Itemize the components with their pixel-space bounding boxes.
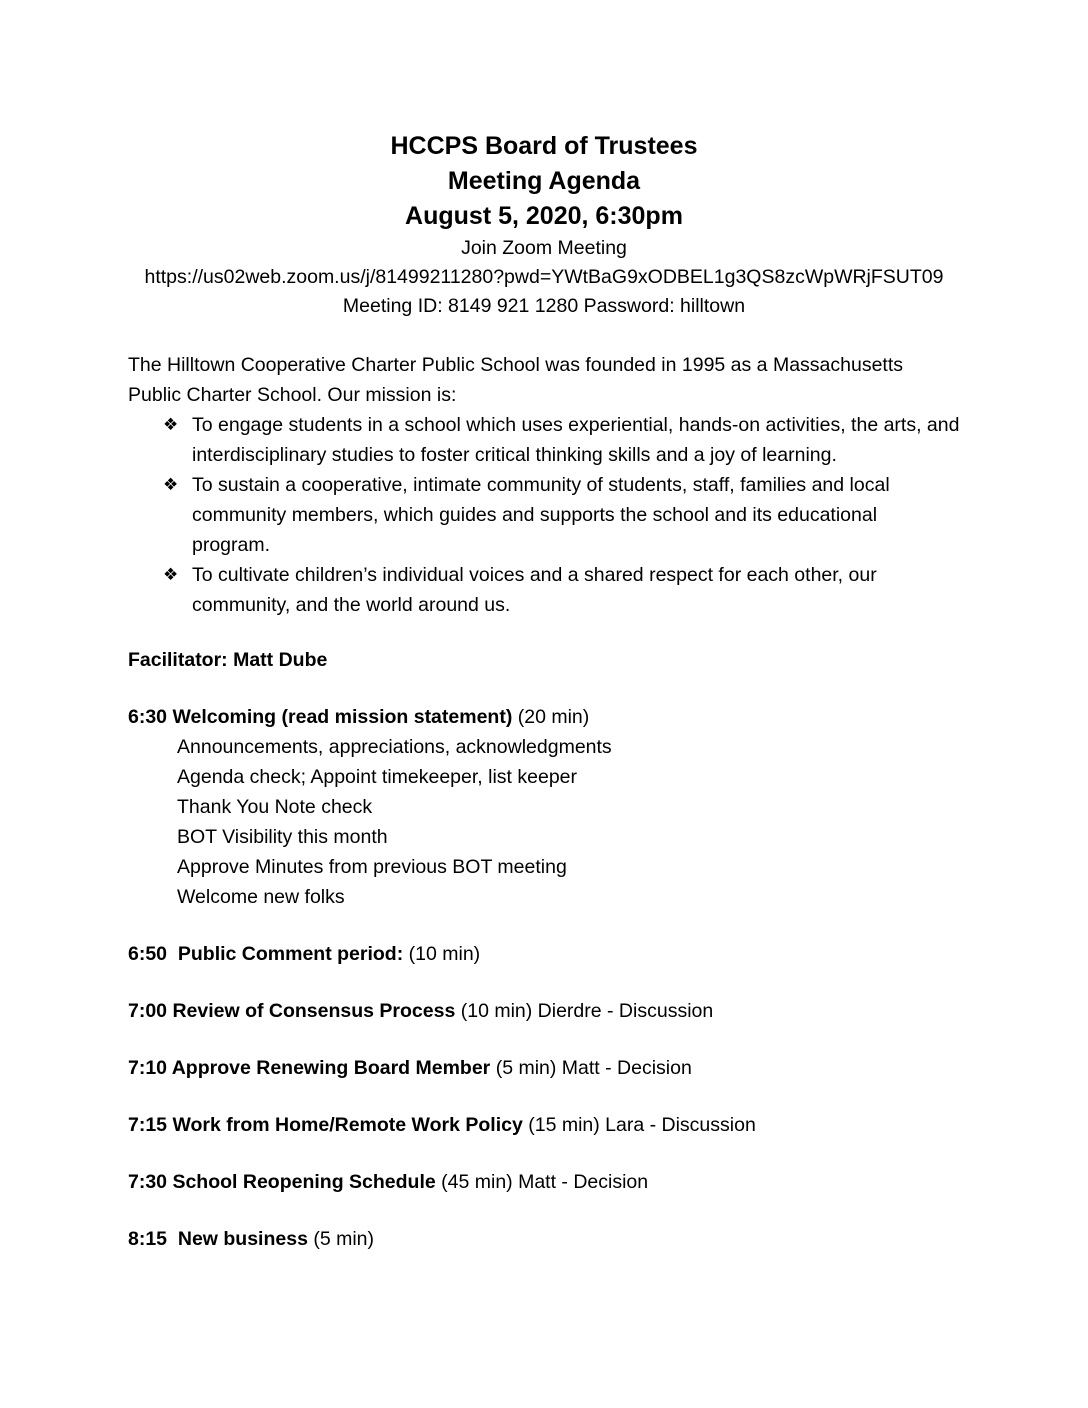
agenda-item-public-comment xyxy=(128,940,960,969)
agenda-detail: (10 min) Dierdre - Discussion xyxy=(455,1000,714,1022)
mission-bullet-item xyxy=(128,410,960,470)
agenda-sub-item: Welcome new folks xyxy=(177,886,345,908)
agenda-sub-item: BOT Visibility this month xyxy=(177,826,388,848)
agenda-time-title: 7:15 Work from Home/Remote Work Policy xyxy=(128,1114,523,1136)
mission-list xyxy=(128,410,960,620)
mission-bullet-text: To cultivate children’s individual voices and a shared respect for each other, our community, and the world around us. xyxy=(192,564,877,616)
agenda-sub-item: Thank You Note check xyxy=(177,796,373,818)
agenda-item-remote-work-policy xyxy=(128,1111,960,1140)
agenda-sub-item: Announcements, appreciations, acknowledgments xyxy=(177,736,612,758)
agenda-line xyxy=(128,1168,960,1197)
agenda-detail: (20 min) xyxy=(512,706,590,728)
diamond-bullet-icon: ❖ xyxy=(163,415,179,434)
agenda-item-school-reopening xyxy=(128,1168,960,1197)
mission-bullet-item xyxy=(128,560,960,620)
doc-title-datetime: August 5, 2020, 6:30pm xyxy=(405,202,683,230)
agenda-detail: (5 min) xyxy=(307,1228,375,1250)
mission-bullet-text: To sustain a cooperative, intimate community of students, staff, families and local community members, which guides and supports the school and its educational program. xyxy=(192,474,890,556)
agenda-item-welcoming xyxy=(128,703,960,912)
agenda-item-renewing-board-member xyxy=(128,1054,960,1083)
agenda-item-consensus-process xyxy=(128,997,960,1026)
agenda-detail: (5 min) Matt - Decision xyxy=(490,1057,692,1079)
mission-bullet-text: To engage students in a school which uses experiential, hands-on activities, the arts, and interdisciplinary studies to foster critical thinking skills and a joy of learning. xyxy=(192,414,960,466)
facilitator-line: Facilitator: Matt Dube xyxy=(128,649,328,671)
doc-title-org: HCCPS Board of Trustees xyxy=(390,132,698,160)
agenda-time-title: 6:50 Public Comment period: xyxy=(128,943,404,965)
agenda-item-new-business xyxy=(128,1225,960,1254)
agenda-line xyxy=(128,997,960,1026)
mission-bullet-item xyxy=(128,470,960,560)
welcoming-sub-items xyxy=(128,732,960,912)
agenda-time-title: 7:10 Approve Renewing Board Member xyxy=(128,1057,491,1079)
agenda-detail: (10 min) xyxy=(403,943,481,965)
agenda-time-title: 8:15 New business xyxy=(128,1228,308,1250)
agenda-line xyxy=(128,940,960,969)
agenda-line xyxy=(128,1225,960,1254)
agenda-time-title: 7:00 Review of Consensus Process xyxy=(128,1000,456,1022)
doc-title-type: Meeting Agenda xyxy=(447,167,641,195)
diamond-bullet-icon: ❖ xyxy=(163,475,179,494)
agenda-detail: (15 min) Lara - Discussion xyxy=(522,1114,756,1136)
diamond-bullet-icon: ❖ xyxy=(163,565,179,584)
agenda-sub-item: Approve Minutes from previous BOT meeting xyxy=(177,856,567,878)
agenda-line xyxy=(128,1111,960,1140)
agenda-time-title: 7:30 School Reopening Schedule xyxy=(128,1171,436,1193)
agenda-line xyxy=(128,1054,960,1083)
zoom-meeting-link[interactable]: https://us02web.zoom.us/j/81499211280?pwd=YWtBaG9xODBEL1g3QS8zcWpWRjFSUT09 xyxy=(144,266,944,288)
agenda-sub-item: Agenda check; Appoint timekeeper, list keeper xyxy=(177,766,577,788)
agenda-detail: (45 min) Matt - Decision xyxy=(435,1171,649,1193)
mission-intro: The Hilltown Cooperative Charter Public School was founded in 1995 as a Massachusetts Public Charter School. Our mission is: xyxy=(128,354,904,406)
join-zoom-label: Join Zoom Meeting xyxy=(461,237,627,259)
agenda-line xyxy=(128,703,960,732)
document-header xyxy=(128,129,960,321)
meeting-credentials: Meeting ID: 8149 921 1280 Password: hilltown xyxy=(342,295,746,317)
agenda-time-title: 6:30 Welcoming (read mission statement) xyxy=(128,706,513,728)
